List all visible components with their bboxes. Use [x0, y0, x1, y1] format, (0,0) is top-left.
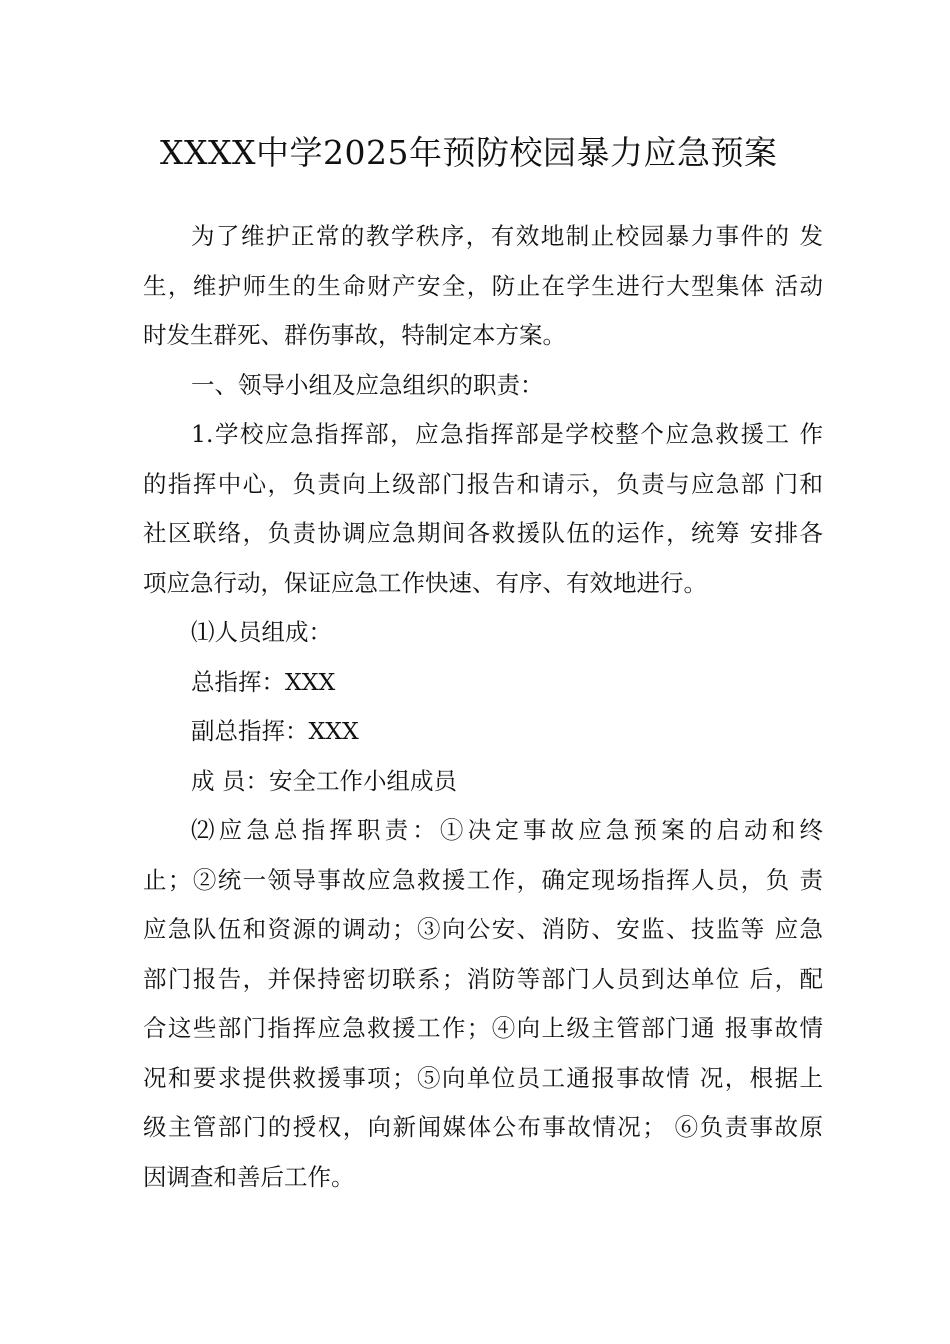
section-heading: 一、领导小组及应急组织的职责： — [191, 370, 544, 399]
text-line: 况和要求提供救援事项；⑤向单位员工通报事故情 况，根据上 — [143, 1063, 823, 1092]
document-body — [143, 212, 823, 1202]
text-line: ⑵应急总指挥职责：①决定事故应急预案的启动和终 — [191, 816, 823, 844]
text-line: 1.学校应急指挥部，应急指挥部是学校整个应急救援工 作 — [191, 420, 823, 448]
text-line: 合这些部门指挥应急救援工作；④向上级主管部门通 报事故情 — [143, 1014, 823, 1042]
text-line: 级主管部门的授权，向新闻媒体公布事故情况； ⑥负责事故原 — [143, 1113, 823, 1141]
text-line: 生，维护师生的生命财产安全，防止在学生进行大型集体 活动 — [143, 271, 823, 300]
text-line: 止；②统一领导事故应急救援工作，确定现场指挥人员，负 责 — [143, 865, 823, 894]
text-line: 副总指挥：XXX — [191, 717, 359, 745]
text-line: 因调查和善后工作。 — [143, 1162, 355, 1191]
text-line: 项应急行动，保证应急工作快速、有序、有效地进行。 — [143, 568, 707, 597]
text-line: 部门报告，并保持密切联系；消防等部门人员到达单位 后，配 — [143, 964, 823, 993]
text-line: 应急队伍和资源的调动；③向公安、消防、安监、技监等 应急 — [143, 915, 823, 943]
text-line: 成 员：安全工作小组成员 — [191, 766, 457, 795]
text-line: 社区联络，负责协调应急期间各救援队伍的运作，统筹 安排各 — [143, 519, 823, 547]
text-line: 的指挥中心，负责向上级部门报告和请示，负责与应急部 门和 — [143, 469, 823, 498]
text-line: 时发生群死、群伤事故，特制定本方案。 — [143, 321, 566, 349]
text-line: 总指挥：XXX — [191, 667, 336, 696]
sub-heading: ⑴人员组成： — [191, 618, 332, 646]
document-title: XXXX中学2025年预防校园暴力应急预案 — [160, 133, 778, 172]
text-line: 为了维护正常的教学秩序，有效地制止校园暴力事件的 发 — [191, 222, 823, 250]
